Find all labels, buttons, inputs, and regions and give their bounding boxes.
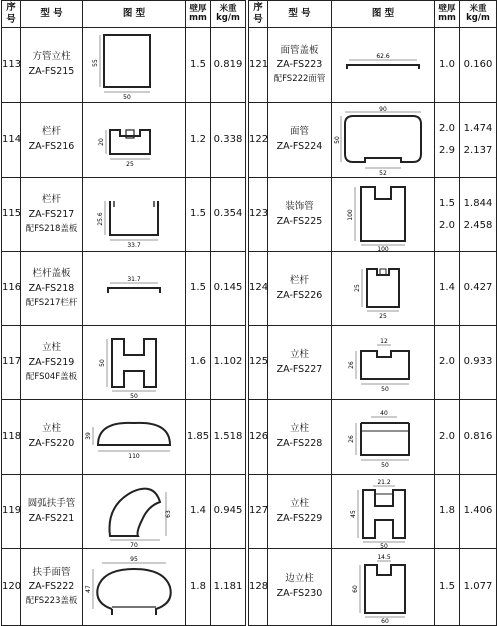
thickness-cell: 1.5 2.0 bbox=[435, 178, 460, 252]
model-cell: 栏杆 ZA-FS217 配FS218盖板 bbox=[21, 178, 83, 252]
weight-cell: 0.145 bbox=[211, 252, 246, 326]
header-thickness: 壁厚 mm bbox=[435, 1, 460, 28]
svg-text:50: 50 bbox=[123, 94, 131, 101]
weight-cell: 0.933 bbox=[460, 326, 497, 400]
seq-cell: 119 bbox=[2, 475, 21, 549]
svg-text:50: 50 bbox=[380, 542, 388, 548]
seq-cell: 122 bbox=[249, 103, 268, 178]
weight-cell: 1.844 2.458 bbox=[460, 178, 497, 252]
profile-catalog-table bbox=[1, 0, 497, 626]
seq-cell: 127 bbox=[249, 475, 268, 549]
profile-drawing bbox=[332, 252, 435, 326]
header-row bbox=[2, 1, 497, 28]
model-cell: 装饰管 ZA-FS225 bbox=[268, 178, 332, 252]
header-figure: 图 型 bbox=[332, 1, 435, 28]
profile-drawing bbox=[83, 326, 186, 400]
table-row bbox=[2, 549, 497, 626]
model-cell: 方管立柱 ZA-FS215 bbox=[21, 28, 83, 103]
svg-text:62.6: 62.6 bbox=[376, 53, 390, 60]
svg-text:47: 47 bbox=[85, 585, 92, 593]
model-cell: 栏杆 ZA-FS216 bbox=[21, 103, 83, 178]
header-weight: 米重 kg/m bbox=[460, 1, 497, 28]
svg-text:40: 40 bbox=[380, 410, 388, 417]
thickness-cell: 1.5 bbox=[186, 28, 211, 103]
table-row bbox=[2, 400, 497, 475]
seq-cell: 124 bbox=[249, 252, 268, 326]
weight-cell: 1.077 bbox=[460, 549, 497, 626]
header-model: 型 号 bbox=[21, 1, 83, 28]
table-row bbox=[2, 178, 497, 252]
seq-cell: 118 bbox=[2, 400, 21, 475]
header-thickness: 壁厚 mm bbox=[186, 1, 211, 28]
profile-drawing bbox=[83, 103, 186, 178]
svg-text:90: 90 bbox=[379, 106, 387, 113]
weight-cell: 0.816 bbox=[460, 400, 497, 475]
svg-text:25: 25 bbox=[379, 312, 387, 320]
svg-text:14.5: 14.5 bbox=[377, 554, 391, 561]
weight-cell: 1.181 bbox=[211, 549, 246, 626]
svg-text:50: 50 bbox=[381, 385, 389, 393]
svg-text:50: 50 bbox=[334, 136, 341, 144]
thickness-cell: 1.4 bbox=[186, 475, 211, 549]
table-row bbox=[2, 252, 497, 326]
svg-text:100: 100 bbox=[347, 208, 354, 221]
model-cell: 面管盖板 ZA-FS223 配FS222面管 bbox=[268, 28, 332, 103]
svg-text:20: 20 bbox=[98, 138, 105, 146]
weight-cell: 0.819 bbox=[211, 28, 246, 103]
profile-drawing bbox=[332, 103, 435, 178]
model-cell: 立柱 ZA-FS219 配FS04F盖板 bbox=[21, 326, 83, 400]
profile-drawing bbox=[83, 252, 186, 326]
svg-text:95: 95 bbox=[130, 556, 138, 563]
svg-text:39: 39 bbox=[85, 432, 92, 440]
weight-cell: 0.354 bbox=[211, 178, 246, 252]
svg-text:60: 60 bbox=[381, 618, 389, 623]
thickness-cell: 1.4 bbox=[435, 252, 460, 326]
thickness-cell: 1.0 bbox=[435, 28, 460, 103]
weight-cell: 0.945 bbox=[211, 475, 246, 549]
seq-cell: 125 bbox=[249, 326, 268, 400]
svg-text:52: 52 bbox=[379, 170, 387, 176]
svg-text:50: 50 bbox=[130, 392, 138, 399]
svg-text:26: 26 bbox=[348, 435, 355, 443]
thickness-cell: 1.5 bbox=[186, 178, 211, 252]
svg-text:31.7: 31.7 bbox=[127, 275, 141, 283]
weight-cell: 0.427 bbox=[460, 252, 497, 326]
table-row bbox=[2, 103, 497, 178]
thickness-cell: 2.0 bbox=[435, 326, 460, 400]
profile-drawing bbox=[332, 28, 435, 103]
seq-cell: 128 bbox=[249, 549, 268, 626]
weight-cell: 1.406 bbox=[460, 475, 497, 549]
model-cell: 立柱 ZA-FS227 bbox=[268, 326, 332, 400]
table-row bbox=[2, 475, 497, 549]
model-cell: 面管 ZA-FS224 bbox=[268, 103, 332, 178]
thickness-cell: 1.6 bbox=[186, 326, 211, 400]
svg-text:55: 55 bbox=[92, 59, 99, 67]
profile-drawing bbox=[83, 400, 186, 475]
thickness-cell: 1.85 bbox=[186, 400, 211, 475]
svg-text:21.2: 21.2 bbox=[377, 478, 391, 486]
weight-cell: 0.160 bbox=[460, 28, 497, 103]
seq-cell: 115 bbox=[2, 178, 21, 252]
model-cell: 立柱 ZA-FS229 bbox=[268, 475, 332, 549]
header-seq: 序号 bbox=[2, 1, 21, 28]
header-figure: 图 型 bbox=[83, 1, 186, 28]
svg-text:100: 100 bbox=[377, 245, 389, 251]
thickness-cell: 1.8 bbox=[186, 549, 211, 626]
model-cell: 立柱 ZA-FS228 bbox=[268, 400, 332, 475]
thickness-cell: 1.2 bbox=[186, 103, 211, 178]
model-cell: 扶手面管 ZA-FS222 配FS223盖板 bbox=[21, 549, 83, 626]
weight-cell: 0.338 bbox=[211, 103, 246, 178]
thickness-cell: 2.0 2.9 bbox=[435, 103, 460, 178]
weight-cell: 1.102 bbox=[211, 326, 246, 400]
weight-cell: 1.518 bbox=[211, 400, 246, 475]
model-cell: 边立柱 ZA-FS230 bbox=[268, 549, 332, 626]
seq-cell: 126 bbox=[249, 400, 268, 475]
profile-drawing bbox=[332, 549, 435, 626]
svg-text:63: 63 bbox=[165, 509, 172, 518]
seq-cell: 116 bbox=[2, 252, 21, 326]
profile-drawing bbox=[332, 178, 435, 252]
seq-cell: 121 bbox=[249, 28, 268, 103]
profile-drawing bbox=[332, 475, 435, 549]
svg-text:26: 26 bbox=[348, 360, 355, 369]
svg-text:45: 45 bbox=[350, 509, 357, 518]
header-model: 型 号 bbox=[268, 1, 332, 28]
seq-cell: 120 bbox=[2, 549, 21, 626]
weight-cell: 1.474 2.137 bbox=[460, 103, 497, 178]
svg-text:110: 110 bbox=[128, 453, 140, 460]
table-row bbox=[2, 28, 497, 103]
svg-text:50: 50 bbox=[99, 358, 106, 367]
svg-text:25: 25 bbox=[354, 283, 361, 292]
profile-drawing bbox=[332, 400, 435, 475]
profile-drawing bbox=[332, 326, 435, 400]
profile-drawing bbox=[83, 549, 186, 626]
seq-cell: 114 bbox=[2, 103, 21, 178]
seq-cell: 123 bbox=[249, 178, 268, 252]
model-cell: 栏杆盖板 ZA-FS218 配FS217栏杆 bbox=[21, 252, 83, 326]
model-cell: 栏杆 ZA-FS226 bbox=[268, 252, 332, 326]
thickness-cell: 1.5 bbox=[435, 549, 460, 626]
thickness-cell: 1.5 bbox=[186, 252, 211, 326]
thickness-cell: 2.0 bbox=[435, 400, 460, 475]
svg-text:60: 60 bbox=[352, 585, 359, 593]
profile-drawing bbox=[83, 475, 186, 549]
model-cell: 圆弧扶手管 ZA-FS221 bbox=[21, 475, 83, 549]
table-row bbox=[2, 326, 497, 400]
svg-text:50: 50 bbox=[381, 462, 389, 469]
seq-cell: 113 bbox=[2, 28, 21, 103]
svg-text:25.6: 25.6 bbox=[97, 211, 104, 226]
model-cell: 立柱 ZA-FS220 bbox=[21, 400, 83, 475]
profile-drawing bbox=[83, 28, 186, 103]
svg-text:12: 12 bbox=[380, 337, 388, 345]
svg-text:33.7: 33.7 bbox=[127, 241, 141, 249]
svg-text:70: 70 bbox=[130, 541, 138, 548]
thickness-cell: 1.8 bbox=[435, 475, 460, 549]
header-seq: 序号 bbox=[249, 1, 268, 28]
profile-drawing bbox=[83, 178, 186, 252]
header-weight: 米重 kg/m bbox=[211, 1, 246, 28]
svg-text:25: 25 bbox=[126, 161, 134, 168]
seq-cell: 117 bbox=[2, 326, 21, 400]
